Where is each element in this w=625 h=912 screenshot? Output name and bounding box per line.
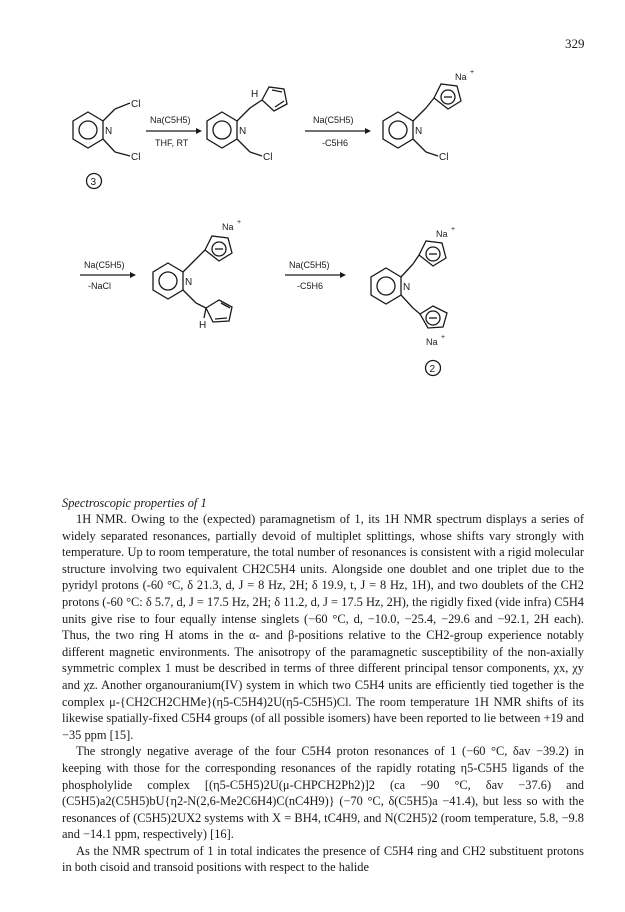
svg-text:+: + [451, 226, 456, 233]
page-number: 329 [565, 36, 585, 51]
section-caption: Spectroscopic properties of 1 [62, 496, 207, 510]
sodium-cation-label: Na [455, 72, 467, 82]
sodium-cation-label: Na [222, 222, 234, 232]
compound-2-label: 2 [429, 364, 436, 375]
n-label: N [239, 126, 247, 137]
svg-text:+: + [470, 69, 475, 76]
h-label: H [199, 320, 207, 331]
byproduct-label: -NaCl [88, 281, 112, 291]
compound-3-label: 3 [90, 177, 97, 188]
pyridine-cp-cpanion-structure [153, 236, 232, 322]
n-label: N [403, 282, 411, 293]
svg-text:+: + [237, 219, 242, 226]
n-label: N [185, 277, 193, 288]
svg-text:+: + [441, 334, 446, 341]
n-label: N [415, 126, 423, 137]
byproduct-label: -C5H6 [297, 281, 324, 291]
byproduct-label: -C5H6 [322, 138, 349, 148]
reagent-label: Na(C5H5) [289, 260, 330, 270]
cl-label: Cl [131, 99, 141, 110]
paragraph: The strongly negative average of the four C5H4 proton resonances of 1 (−60 °C, δav −39.2) in keeping with those for the corresponding resonances of the rapidly rotating η5-C5H5 ligands of the phospholylide complex [(η5-C5H5)2U(μ-CHPCH2Ph2)]2 (ca −90 °C, δav −37.6) and (C5H5)a2(C5H5)bU{η2-N(2,6-Me2C6H4)C(nC4H9)} (−70 °C, δ(C5H5)a −41.4), but less so with the resonances of (C5H5)2UX2 systems with X = BH4, tC4H9, and N(C2H5)2 (room temperature, 5.8, −9.8 and −14.1 ppm, respectively) [16]. [62, 744, 584, 842]
n-label: N [105, 126, 113, 137]
paragraph: 1H NMR. Owing to the (expected) paramagnetism of 1, its 1H NMR spectrum displays a series of widely separated resonances, partially devoid of multiplet splittings, whose shifts vary strongly with temperature. Up to room temperature, the total number of resonances is consistent with a rigid molecular structure involving two equivalent CH2C5H4 units. Alongside one doublet and one triplet due to the pyridyl protons (-60 °C, δ 21.3, d, J = 8 Hz, 2H; δ 19.9, t, J = 8 Hz, 1H), and two doublets of the CH2 protons (-60 °C: δ 5.7, d, J = 17.5 Hz, 2H; δ 11.2, d, J = 17.5 Hz, 2H), the rigidly fixed (vide infra) C5H4 units give rise to four equally intense singlets (−60 °C, d, −10.0, −25.4, −29.6 and −92.1, 2H each). Thus, the two ring H atoms in the α- and β-positions relative to the CH2-group experience notably different magnetic environments. The anisotropy of the paramagnetic susceptibility of the non-axially symmetric complex 1 must be described in terms of three different principal tensor components, χx, χy and χz. Another organouranium(IV) system in which two C5H4 units are efficiently tied together is the complex μ-{CH2CH2CHMe}(η5-C5H4)2U(η5-C5H5)Cl. The room temperature 1H NMR shifts of its likewise spatially-fixed C5H4 groups (of all possible isomers) have been reported to lie between +19 and −35 ppm [15]. [62, 512, 584, 742]
conditions-label: THF, RT [155, 138, 189, 148]
cl-label: Cl [439, 152, 449, 163]
pyridine-dichloride-structure [73, 103, 130, 156]
paragraph: As the NMR spectrum of 1 in total indicates the presence of C5H4 ring and CH2 substituent protons in both cisoid and transoid positions with respect to the halide [62, 843, 584, 875]
reagent-label: Na(C5H5) [313, 115, 354, 125]
cl-label: Cl [131, 152, 141, 163]
cl-label: Cl [263, 152, 273, 163]
sodium-cation-label: Na [436, 229, 448, 239]
pyridine-cyclopentadienide-structure [383, 84, 461, 156]
sodium-cation-label: Na [426, 337, 438, 347]
reagent-label: Na(C5H5) [84, 260, 125, 270]
reagent-label: Na(C5H5) [150, 115, 191, 125]
body-text [62, 511, 584, 876]
h-label: H [251, 89, 259, 100]
pyridine-cyclopentadienyl-structure [207, 87, 287, 156]
